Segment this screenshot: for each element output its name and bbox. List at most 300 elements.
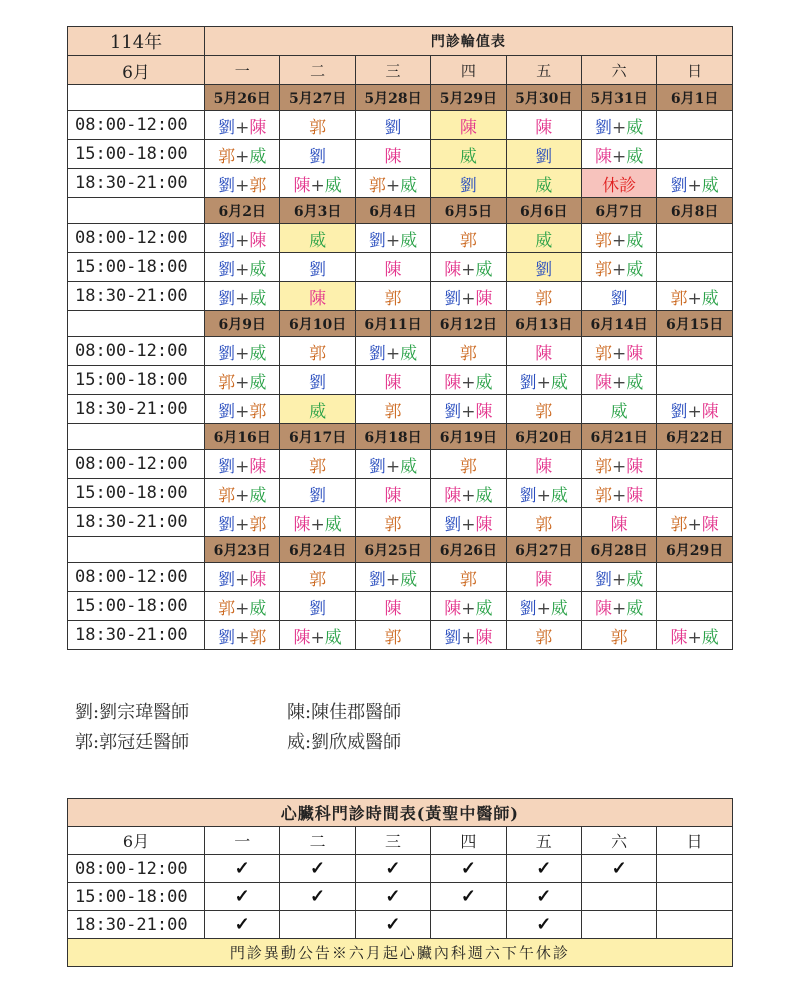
date-cell-wed: 5月28日 — [355, 85, 430, 111]
shift-cell-wed — [355, 224, 430, 253]
shift-cell-fri — [506, 224, 581, 253]
plus-separator: + — [612, 372, 627, 393]
doctor-name: 郭 — [610, 627, 628, 648]
plus-separator: + — [687, 514, 702, 535]
shift-cell-fri — [506, 563, 581, 592]
doctor-name: 威 — [535, 175, 553, 196]
shift-cell-wed — [355, 253, 430, 282]
doctor-name: 劉 — [519, 598, 537, 619]
shift-cell-wed — [355, 563, 430, 592]
time-slot-label: 08:00-12:00 — [68, 337, 205, 366]
plus-separator: + — [235, 372, 250, 393]
shift-cell-tue — [280, 282, 355, 311]
doctor-name: 郭 — [670, 514, 688, 535]
shift-cell-tue — [280, 224, 355, 253]
doctor-name: 威 — [400, 456, 418, 477]
cardio-cell-sat — [581, 911, 656, 939]
plus-separator: + — [310, 627, 325, 648]
doctor-name: 劉 — [368, 569, 386, 590]
date-cell-thu: 6月19日 — [431, 424, 506, 450]
plus-separator: + — [612, 259, 627, 280]
plus-separator: + — [461, 598, 476, 619]
closed-label: 休診 — [602, 175, 637, 196]
doctor-name: 陳 — [293, 514, 311, 535]
doctor-name: 威 — [324, 175, 342, 196]
plus-separator: + — [385, 343, 401, 364]
doctor-name: 威 — [626, 569, 644, 590]
shift-cell-sat — [581, 282, 656, 311]
doctor-name: 陳 — [249, 456, 267, 477]
doctor-name: 劉 — [309, 372, 327, 393]
date-cell-mon: 6月2日 — [205, 198, 280, 224]
shift-cell-sun — [657, 337, 732, 366]
date-cell-sat: 6月14日 — [581, 311, 656, 337]
shift-cell-sun — [657, 508, 732, 537]
shift-cell-sun — [657, 169, 732, 198]
cardio-time-label: 15:00-18:00 — [68, 883, 205, 911]
check-icon: ✓ — [234, 858, 250, 879]
doctor-name: 郭 — [249, 175, 267, 196]
shift-cell-thu — [431, 224, 506, 253]
plus-separator: + — [235, 627, 250, 648]
check-icon: ✓ — [385, 858, 401, 879]
date-cell-fri: 6月6日 — [506, 198, 581, 224]
cardio-cell-wed — [355, 911, 430, 939]
cardio-cell-thu — [431, 883, 506, 911]
shift-cell-sun — [657, 111, 732, 140]
doctor-name: 陳 — [444, 259, 462, 280]
shift-cell-mon — [205, 592, 280, 621]
check-icon: ✓ — [385, 886, 401, 907]
shift-cell-wed — [355, 508, 430, 537]
plus-separator: + — [461, 372, 476, 393]
cardio-shift-row — [68, 883, 733, 911]
time-slot-label: 08:00-12:00 — [68, 111, 205, 140]
shift-cell-fri — [506, 169, 581, 198]
doctor-name: 陳 — [444, 598, 462, 619]
shift-cell-mon — [205, 395, 280, 424]
check-icon: ✓ — [460, 858, 476, 879]
doctor-name: 郭 — [595, 343, 613, 364]
plus-separator: + — [612, 343, 627, 364]
shift-cell-wed — [355, 479, 430, 508]
plus-separator: + — [687, 627, 702, 648]
doctor-name: 威 — [626, 117, 644, 138]
shift-row — [68, 140, 733, 169]
time-slot-label: 08:00-12:00 — [68, 563, 205, 592]
date-cell-wed: 6月11日 — [355, 311, 430, 337]
cardio-cell-wed — [355, 883, 430, 911]
doctor-name: 劉 — [218, 514, 236, 535]
cardio-cell-mon — [205, 883, 280, 911]
plus-separator: + — [235, 288, 250, 309]
cardio-weekday-sat: 六 — [581, 827, 656, 855]
doctor-name: 劉 — [444, 627, 462, 648]
plus-separator: + — [235, 259, 250, 280]
date-cell-thu: 5月29日 — [431, 85, 506, 111]
shift-cell-mon — [205, 253, 280, 282]
date-row-spacer — [68, 85, 205, 111]
plus-separator: + — [687, 288, 702, 309]
shift-cell-mon — [205, 479, 280, 508]
shift-cell-fri — [506, 140, 581, 169]
legend-chen: 陳:陳佳郡醫師 — [287, 702, 402, 723]
roster-table — [67, 26, 733, 650]
doctor-name: 劉 — [218, 343, 236, 364]
cardio-time-label: 18:30-21:00 — [68, 911, 205, 939]
doctor-name: 陳 — [475, 627, 493, 648]
doctor-name: 威 — [626, 259, 644, 280]
doctor-name: 郭 — [384, 401, 402, 422]
plus-separator: + — [612, 117, 627, 138]
doctor-name: 陳 — [626, 485, 644, 506]
shift-row — [68, 563, 733, 592]
plus-separator: + — [235, 175, 250, 196]
shift-cell-wed — [355, 337, 430, 366]
time-slot-label: 18:30-21:00 — [68, 395, 205, 424]
shift-cell-sat — [581, 450, 656, 479]
cardio-cell-wed — [355, 855, 430, 883]
weekday-tue: 二 — [280, 56, 355, 85]
doctor-name: 威 — [475, 372, 493, 393]
doctor-name: 威 — [249, 146, 267, 167]
doctor-name: 陳 — [535, 569, 553, 590]
doctor-name: 陳 — [293, 175, 311, 196]
weekday-sat: 六 — [581, 56, 656, 85]
doctor-name: 威 — [610, 401, 628, 422]
date-row-spacer — [68, 424, 205, 450]
plus-separator: + — [461, 259, 476, 280]
shift-cell-tue — [280, 592, 355, 621]
shift-row — [68, 508, 733, 537]
date-cell-mon: 5月26日 — [205, 85, 280, 111]
doctor-name: 威 — [701, 627, 719, 648]
doctor-name: 劉 — [670, 175, 688, 196]
doctor-name: 劉 — [444, 514, 462, 535]
date-cell-wed: 6月4日 — [355, 198, 430, 224]
shift-cell-mon — [205, 169, 280, 198]
shift-cell-wed — [355, 450, 430, 479]
shift-row — [68, 253, 733, 282]
doctor-name: 陳 — [444, 372, 462, 393]
cardio-cell-mon — [205, 855, 280, 883]
date-cell-fri: 6月20日 — [506, 424, 581, 450]
shift-cell-fri — [506, 395, 581, 424]
weekday-thu: 四 — [431, 56, 506, 85]
doctor-name: 陳 — [384, 485, 402, 506]
legend-guo: 郭:郭冠廷醫師 — [75, 732, 190, 753]
doctor-name: 陳 — [384, 146, 402, 167]
date-cell-tue: 6月10日 — [280, 311, 355, 337]
shift-cell-thu — [431, 508, 506, 537]
cardio-cell-tue — [280, 911, 355, 939]
shift-cell-wed — [355, 140, 430, 169]
cardio-weekday-sun: 日 — [657, 827, 732, 855]
doctor-name: 郭 — [309, 569, 327, 590]
cardio-weekday-wed: 三 — [355, 827, 430, 855]
check-icon: ✓ — [310, 886, 326, 907]
doctor-name: 劉 — [444, 288, 462, 309]
cardio-time-label: 08:00-12:00 — [68, 855, 205, 883]
cardio-cell-fri — [506, 883, 581, 911]
plus-separator: + — [385, 230, 401, 251]
doctor-name: 威 — [400, 343, 418, 364]
date-cell-mon: 6月23日 — [205, 537, 280, 563]
doctor-name: 劉 — [670, 401, 688, 422]
cardio-month-label: 6月 — [68, 827, 205, 855]
shift-cell-sun — [657, 621, 732, 650]
shift-cell-sun — [657, 140, 732, 169]
shift-cell-sat — [581, 508, 656, 537]
doctor-name: 郭 — [535, 627, 553, 648]
cardio-weekday-tue: 二 — [280, 827, 355, 855]
date-cell-sun: 6月8日 — [657, 198, 732, 224]
shift-cell-fri — [506, 282, 581, 311]
plus-separator: + — [235, 569, 250, 590]
cardio-cell-mon — [205, 911, 280, 939]
week-date-row — [68, 424, 733, 450]
shift-cell-wed — [355, 621, 430, 650]
cardio-weekday-fri: 五 — [506, 827, 581, 855]
shift-cell-thu — [431, 282, 506, 311]
weekday-wed: 三 — [355, 56, 430, 85]
shift-cell-fri — [506, 592, 581, 621]
shift-cell-thu — [431, 450, 506, 479]
doctor-name: 郭 — [249, 514, 267, 535]
doctor-name: 劉 — [459, 175, 477, 196]
plus-separator: + — [385, 456, 401, 477]
shift-cell-fri — [506, 366, 581, 395]
year-label: 114年 — [68, 27, 205, 56]
plus-separator: + — [310, 175, 325, 196]
doctor-name: 郭 — [309, 343, 327, 364]
cardio-title: 心臟科門診時間表(黃聖中醫師) — [68, 799, 733, 827]
date-cell-mon: 6月16日 — [205, 424, 280, 450]
shift-cell-fri — [506, 479, 581, 508]
shift-cell-fri — [506, 621, 581, 650]
doctor-name: 威 — [626, 146, 644, 167]
cardio-cell-sun — [657, 855, 732, 883]
doctor-name: 郭 — [384, 288, 402, 309]
shift-row — [68, 621, 733, 650]
plus-separator: + — [612, 569, 627, 590]
doctor-name: 郭 — [309, 456, 327, 477]
shift-cell-wed — [355, 169, 430, 198]
date-cell-fri: 5月30日 — [506, 85, 581, 111]
plus-separator: + — [461, 288, 476, 309]
shift-cell-sat — [581, 337, 656, 366]
week-date-row — [68, 311, 733, 337]
shift-cell-wed — [355, 592, 430, 621]
date-cell-tue: 6月3日 — [280, 198, 355, 224]
doctor-name: 劉 — [444, 401, 462, 422]
plus-separator: + — [235, 230, 250, 251]
shift-row — [68, 337, 733, 366]
shift-cell-tue — [280, 621, 355, 650]
shift-cell-tue — [280, 253, 355, 282]
cardio-title-row — [68, 799, 733, 827]
shift-cell-fri — [506, 508, 581, 537]
shift-cell-tue — [280, 479, 355, 508]
doctor-name: 劉 — [384, 117, 402, 138]
doctor-name: 陳 — [595, 598, 613, 619]
date-cell-thu: 6月12日 — [431, 311, 506, 337]
shift-cell-thu — [431, 253, 506, 282]
shift-row — [68, 592, 733, 621]
shift-cell-tue — [280, 140, 355, 169]
shift-cell-sat — [581, 366, 656, 395]
doctor-name: 郭 — [670, 288, 688, 309]
plus-separator: + — [385, 569, 401, 590]
shift-cell-sat — [581, 479, 656, 508]
weekday-fri: 五 — [506, 56, 581, 85]
doctor-name: 郭 — [595, 230, 613, 251]
doctor-name: 威 — [626, 372, 644, 393]
shift-cell-fri — [506, 450, 581, 479]
doctor-name: 劉 — [218, 230, 236, 251]
doctor-name: 威 — [701, 288, 719, 309]
check-icon: ✓ — [536, 858, 552, 879]
doctor-name: 威 — [550, 598, 568, 619]
date-cell-sun: 6月22日 — [657, 424, 732, 450]
plus-separator: + — [612, 230, 627, 251]
shift-cell-sat — [581, 563, 656, 592]
shift-row — [68, 450, 733, 479]
date-cell-tue: 5月27日 — [280, 85, 355, 111]
shift-cell-sat — [581, 224, 656, 253]
shift-cell-mon — [205, 621, 280, 650]
plus-separator: + — [235, 514, 250, 535]
doctor-name: 陳 — [459, 117, 477, 138]
check-icon: ✓ — [234, 886, 250, 907]
doctor-name: 威 — [324, 627, 342, 648]
doctor-name: 威 — [324, 514, 342, 535]
shift-cell-mon — [205, 450, 280, 479]
doctor-name: 陳 — [535, 117, 553, 138]
time-slot-label: 15:00-18:00 — [68, 479, 205, 508]
shift-cell-sat — [581, 169, 656, 198]
doctor-name: 陳 — [626, 456, 644, 477]
doctor-name: 陳 — [701, 514, 719, 535]
doctor-name: 劉 — [218, 456, 236, 477]
doctor-name: 陳 — [595, 146, 613, 167]
shift-cell-wed — [355, 282, 430, 311]
shift-cell-wed — [355, 366, 430, 395]
date-cell-sat: 6月28日 — [581, 537, 656, 563]
plus-separator: + — [687, 401, 702, 422]
plus-separator: + — [612, 146, 627, 167]
doctor-name: 郭 — [368, 175, 386, 196]
date-cell-wed: 6月25日 — [355, 537, 430, 563]
doctor-name: 陳 — [384, 259, 402, 280]
doctor-name: 陳 — [384, 372, 402, 393]
shift-cell-thu — [431, 592, 506, 621]
doctor-name: 威 — [249, 372, 267, 393]
date-cell-sun: 6月15日 — [657, 311, 732, 337]
weekday-header-row — [68, 56, 733, 85]
plus-separator: + — [235, 456, 250, 477]
plus-separator: + — [461, 485, 476, 506]
shift-cell-sun — [657, 366, 732, 395]
doctor-name: 劉 — [218, 288, 236, 309]
time-slot-label: 08:00-12:00 — [68, 224, 205, 253]
week-date-row — [68, 85, 733, 111]
shift-cell-tue — [280, 508, 355, 537]
doctor-name: 威 — [400, 569, 418, 590]
doctor-name: 陳 — [626, 343, 644, 364]
shift-cell-mon — [205, 366, 280, 395]
doctor-name: 郭 — [218, 146, 236, 167]
doctor-name: 劉 — [218, 259, 236, 280]
shift-cell-sat — [581, 111, 656, 140]
cardio-cell-fri — [506, 911, 581, 939]
shift-row — [68, 282, 733, 311]
shift-cell-mon — [205, 111, 280, 140]
plus-separator: + — [235, 598, 250, 619]
doctor-name: 郭 — [459, 456, 477, 477]
shift-cell-thu — [431, 479, 506, 508]
plus-separator: + — [612, 485, 627, 506]
time-slot-label: 18:30-21:00 — [68, 508, 205, 537]
check-icon: ✓ — [460, 886, 476, 907]
check-icon: ✓ — [611, 858, 627, 879]
doctor-name: 威 — [550, 372, 568, 393]
shift-cell-tue — [280, 337, 355, 366]
schedule-change-notice: 門診異動公告※六月起心臟內科週六下午休診 — [68, 939, 733, 967]
doctor-name: 劉 — [218, 569, 236, 590]
cardio-shift-row — [68, 855, 733, 883]
doctor-name: 劉 — [610, 288, 628, 309]
plus-separator: + — [310, 514, 325, 535]
shift-cell-sun — [657, 253, 732, 282]
doctor-name: 郭 — [595, 456, 613, 477]
date-row-spacer — [68, 537, 205, 563]
date-cell-tue: 6月24日 — [280, 537, 355, 563]
shift-cell-sun — [657, 450, 732, 479]
shift-cell-sun — [657, 224, 732, 253]
weekday-sun: 日 — [657, 56, 732, 85]
cardio-cell-tue — [280, 855, 355, 883]
doctor-name: 劉 — [368, 230, 386, 251]
shift-cell-thu — [431, 169, 506, 198]
shift-cell-sat — [581, 140, 656, 169]
shift-cell-wed — [355, 395, 430, 424]
shift-row — [68, 111, 733, 140]
shift-row — [68, 395, 733, 424]
check-icon: ✓ — [310, 858, 326, 879]
doctor-name: 陳 — [535, 456, 553, 477]
date-cell-thu: 6月5日 — [431, 198, 506, 224]
date-cell-sat: 5月31日 — [581, 85, 656, 111]
plus-separator: + — [235, 485, 250, 506]
doctor-name: 郭 — [535, 514, 553, 535]
check-icon: ✓ — [536, 886, 552, 907]
doctor-name: 陳 — [670, 627, 688, 648]
shift-cell-sun — [657, 563, 732, 592]
time-slot-label: 15:00-18:00 — [68, 592, 205, 621]
doctor-name: 劉 — [368, 456, 386, 477]
date-cell-sat: 6月21日 — [581, 424, 656, 450]
doctor-name: 威 — [701, 175, 719, 196]
doctor-name: 威 — [249, 485, 267, 506]
doctor-name: 威 — [249, 343, 267, 364]
plus-separator: + — [461, 627, 476, 648]
doctor-name: 郭 — [309, 117, 327, 138]
doctor-name: 陳 — [249, 117, 267, 138]
plus-separator: + — [687, 175, 702, 196]
doctor-name: 劉 — [519, 485, 537, 506]
shift-cell-sun — [657, 395, 732, 424]
